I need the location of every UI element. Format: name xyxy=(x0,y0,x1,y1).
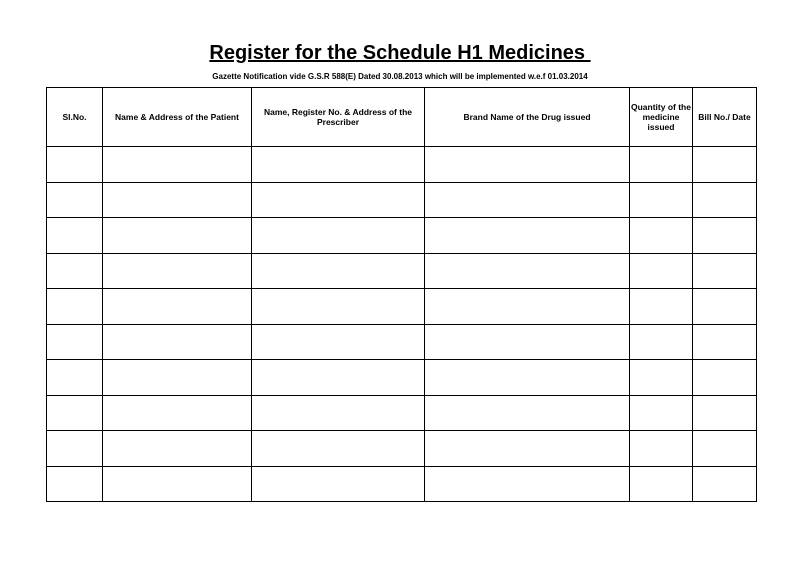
prescriber-cell xyxy=(252,147,425,183)
table-row xyxy=(47,253,757,289)
brand-name-cell xyxy=(425,182,630,218)
patient-cell xyxy=(103,395,252,431)
register-table xyxy=(46,87,757,502)
bill-no-date-cell xyxy=(693,253,757,289)
prescriber-cell xyxy=(252,218,425,254)
sl-no-cell xyxy=(47,466,103,502)
patient-cell xyxy=(103,289,252,325)
table-header xyxy=(47,88,757,147)
column-header-quantity: Quantity of the medicine issued xyxy=(630,88,693,147)
brand-name-cell xyxy=(425,360,630,396)
brand-name-cell xyxy=(425,431,630,467)
patient-cell xyxy=(103,218,252,254)
sl-no-cell xyxy=(47,431,103,467)
column-header-sl-no: Sl.No. xyxy=(47,88,103,147)
quantity-cell xyxy=(630,360,693,396)
quantity-cell xyxy=(630,289,693,325)
quantity-cell xyxy=(630,218,693,254)
table-body xyxy=(47,147,757,502)
table-row xyxy=(47,289,757,325)
sl-no-cell xyxy=(47,218,103,254)
patient-cell xyxy=(103,147,252,183)
table-row xyxy=(47,182,757,218)
table-row xyxy=(47,218,757,254)
bill-no-date-cell xyxy=(693,324,757,360)
prescriber-cell xyxy=(252,431,425,467)
brand-name-cell xyxy=(425,253,630,289)
column-header-bill-no-date: Bill No./ Date xyxy=(693,88,757,147)
prescriber-cell xyxy=(252,466,425,502)
bill-no-date-cell xyxy=(693,431,757,467)
quantity-cell xyxy=(630,466,693,502)
quantity-cell xyxy=(630,253,693,289)
bill-no-date-cell xyxy=(693,360,757,396)
brand-name-cell xyxy=(425,147,630,183)
quantity-cell xyxy=(630,324,693,360)
sl-no-cell xyxy=(47,147,103,183)
bill-no-date-cell xyxy=(693,218,757,254)
bill-no-date-cell xyxy=(693,182,757,218)
quantity-cell xyxy=(630,395,693,431)
sl-no-cell xyxy=(47,289,103,325)
patient-cell xyxy=(103,253,252,289)
page-title: Register for the Schedule H1 Medicines xyxy=(209,42,591,64)
table-row xyxy=(47,147,757,183)
brand-name-cell xyxy=(425,218,630,254)
header-row xyxy=(47,88,757,147)
bill-no-date-cell xyxy=(693,466,757,502)
prescriber-cell xyxy=(252,289,425,325)
brand-name-cell xyxy=(425,289,630,325)
column-header-prescriber: Name, Register No. & Address of the Prescriber xyxy=(252,88,425,147)
sl-no-cell xyxy=(47,253,103,289)
brand-name-cell xyxy=(425,466,630,502)
column-header-patient: Name & Address of the Patient xyxy=(103,88,252,147)
patient-cell xyxy=(103,182,252,218)
sl-no-cell xyxy=(47,360,103,396)
table-row xyxy=(47,324,757,360)
table-row xyxy=(47,466,757,502)
gazette-notification: Gazette Notification vide G.S.R 588(E) Dated 30.08.2013 which will be implemented w.e.f 01.03.2014 xyxy=(212,72,588,81)
column-header-brand-name: Brand Name of the Drug issued xyxy=(425,88,630,147)
sl-no-cell xyxy=(47,182,103,218)
prescriber-cell xyxy=(252,182,425,218)
brand-name-cell xyxy=(425,324,630,360)
patient-cell xyxy=(103,466,252,502)
patient-cell xyxy=(103,360,252,396)
patient-cell xyxy=(103,324,252,360)
prescriber-cell xyxy=(252,324,425,360)
quantity-cell xyxy=(630,182,693,218)
table-row xyxy=(47,360,757,396)
bill-no-date-cell xyxy=(693,147,757,183)
bill-no-date-cell xyxy=(693,395,757,431)
prescriber-cell xyxy=(252,395,425,431)
prescriber-cell xyxy=(252,360,425,396)
prescriber-cell xyxy=(252,253,425,289)
quantity-cell xyxy=(630,431,693,467)
table-row xyxy=(47,395,757,431)
sl-no-cell xyxy=(47,324,103,360)
quantity-cell xyxy=(630,147,693,183)
sl-no-cell xyxy=(47,395,103,431)
table-row xyxy=(47,431,757,467)
bill-no-date-cell xyxy=(693,289,757,325)
brand-name-cell xyxy=(425,395,630,431)
patient-cell xyxy=(103,431,252,467)
